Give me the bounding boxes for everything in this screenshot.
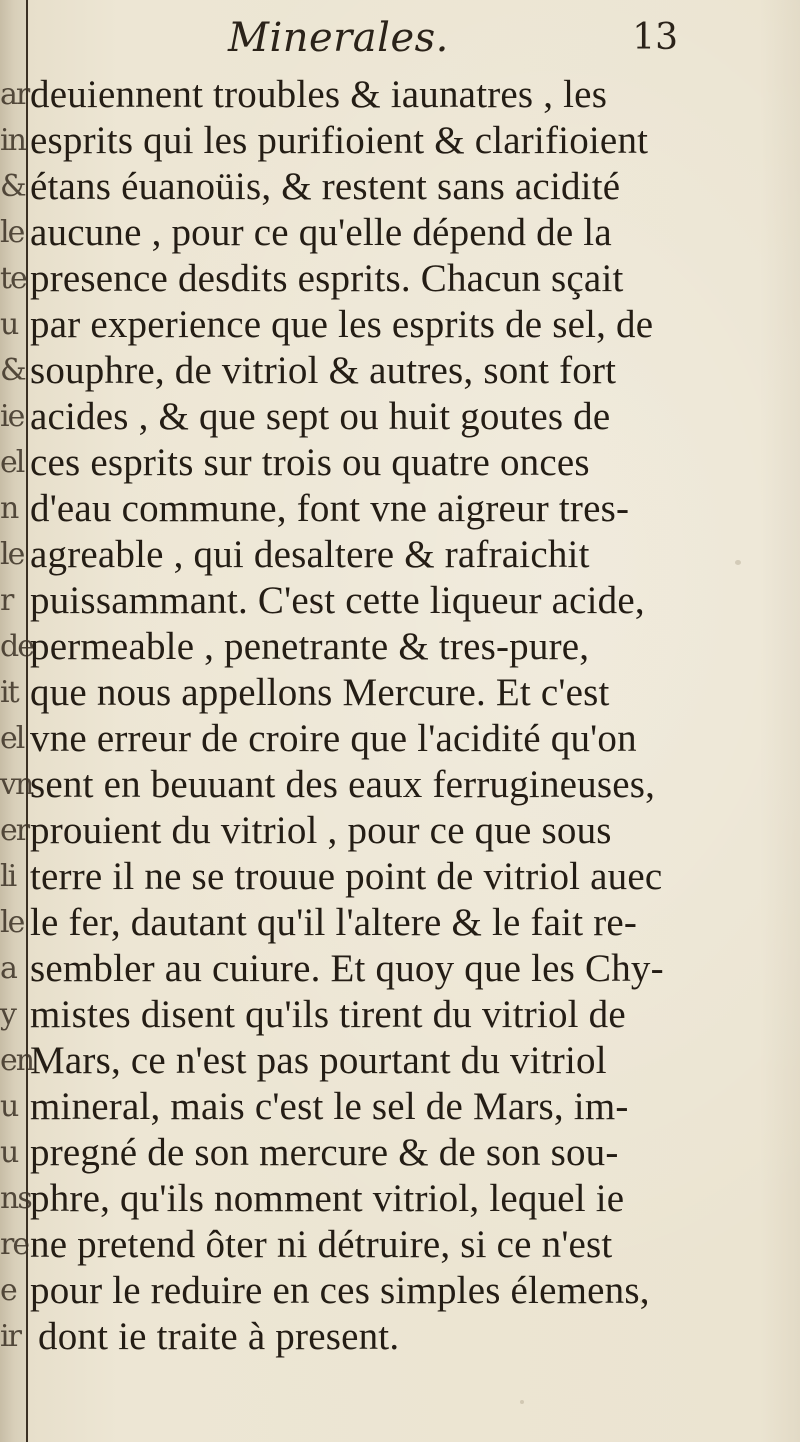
text-line: terre il ne se trouue point de vitriol auec: [30, 855, 663, 898]
facing-page-fragment: a: [0, 951, 16, 986]
text-line: souphre, de vitriol & autres, sont fort: [30, 349, 617, 392]
facing-page-fragment: li: [0, 859, 16, 894]
facing-page-fragment: el: [0, 721, 24, 756]
text-line: pregné de son mercure & de son sou-: [30, 1131, 619, 1174]
text-line: que nous appellons Mercure. Et c'est: [30, 671, 610, 714]
text-line: dont ie traite à present.: [38, 1315, 400, 1358]
facing-page-fragment: r: [0, 583, 13, 618]
facing-page-fragment: e: [0, 1273, 16, 1308]
facing-page-fragment: u: [0, 1135, 18, 1170]
facing-page-fragment: le: [0, 537, 24, 572]
facing-page-fragment: le: [0, 905, 24, 940]
text-line: vne erreur de croire que l'acidité qu'on: [30, 717, 637, 760]
facing-page-fragment: u: [0, 307, 18, 342]
text-line: par experience que les esprits de sel, de: [30, 303, 654, 346]
facing-page-fragment: er: [0, 813, 29, 848]
facing-page-fragment: ar: [0, 77, 29, 112]
text-line: acides , & que sept ou huit goutes de: [30, 395, 611, 438]
running-title: Minerales.: [228, 15, 449, 61]
text-line: permeable , penetrante & tres-pure,: [30, 625, 590, 668]
facing-page-fragment: ie: [0, 399, 24, 434]
text-line: phre, qu'ils nomment vitriol, lequel ie: [30, 1177, 625, 1220]
page-header: [228, 12, 678, 64]
facing-page-fragment: u: [0, 1089, 18, 1124]
text-line: pour le reduire en ces simples élemens,: [30, 1269, 650, 1312]
text-line: presence desdits esprits. Chacun sçait: [30, 257, 624, 300]
facing-page-fragment: de: [0, 629, 33, 664]
facing-page-fragment: te: [0, 261, 26, 296]
text-line: ne pretend ôter ni détruire, si ce n'est: [30, 1223, 613, 1266]
text-line: sent en beuuant des eaux ferrugineuses,: [30, 763, 656, 806]
facing-page-fragment: &: [0, 353, 25, 388]
text-line: le fer, dautant qu'il l'altere & le fait re-: [30, 901, 638, 944]
text-line: mineral, mais c'est le sel de Mars, im-: [30, 1085, 629, 1128]
facing-page-fragment: &: [0, 169, 25, 204]
text-line: étans éuanoüis, & restent sans acidité: [30, 165, 621, 208]
text-line: ces esprits sur trois ou quatre onces: [30, 441, 590, 484]
paper-speck: [640, 1300, 645, 1303]
facing-page-fragment: re: [0, 1227, 29, 1262]
text-line: deuiennent troubles & iaunatres , les: [30, 73, 608, 116]
facing-page-fragment: ir: [0, 1319, 20, 1354]
text-line: Mars, ce n'est pas pourtant du vitriol: [30, 1039, 607, 1082]
text-line: d'eau commune, font vne aigreur tres-: [30, 487, 630, 530]
paper-speck: [520, 1400, 524, 1404]
body-text: [30, 72, 700, 1360]
facing-page-fragment: le: [0, 215, 24, 250]
facing-page-fragment: en: [0, 1043, 34, 1078]
text-line: aucune , pour ce qu'elle dépend de la: [30, 211, 612, 254]
paper-speck: [735, 560, 741, 565]
facing-page-fragment: vn: [0, 767, 33, 802]
text-line: agreable , qui desaltere & rafraichit: [30, 533, 590, 576]
page-number: 13: [632, 17, 678, 58]
text-line: mistes disent qu'ils tirent du vitriol de: [30, 993, 626, 1036]
text-line: puissammant. C'est cette liqueur acide,: [30, 579, 645, 622]
facing-page-fragment: el: [0, 445, 24, 480]
text-line: sembler au cuiure. Et quoy que les Chy-: [30, 947, 664, 990]
text-line: esprits qui les purifioient & clarifioient: [30, 119, 649, 162]
facing-page-fragment: y: [0, 997, 15, 1032]
facing-page-fragment: n: [0, 491, 18, 526]
facing-page-fragment: ns: [0, 1181, 31, 1216]
facing-page-fragment: in: [0, 123, 25, 158]
text-line: prouient du vitriol , pour ce que sous: [30, 809, 612, 852]
facing-page-fragment: it: [0, 675, 18, 710]
